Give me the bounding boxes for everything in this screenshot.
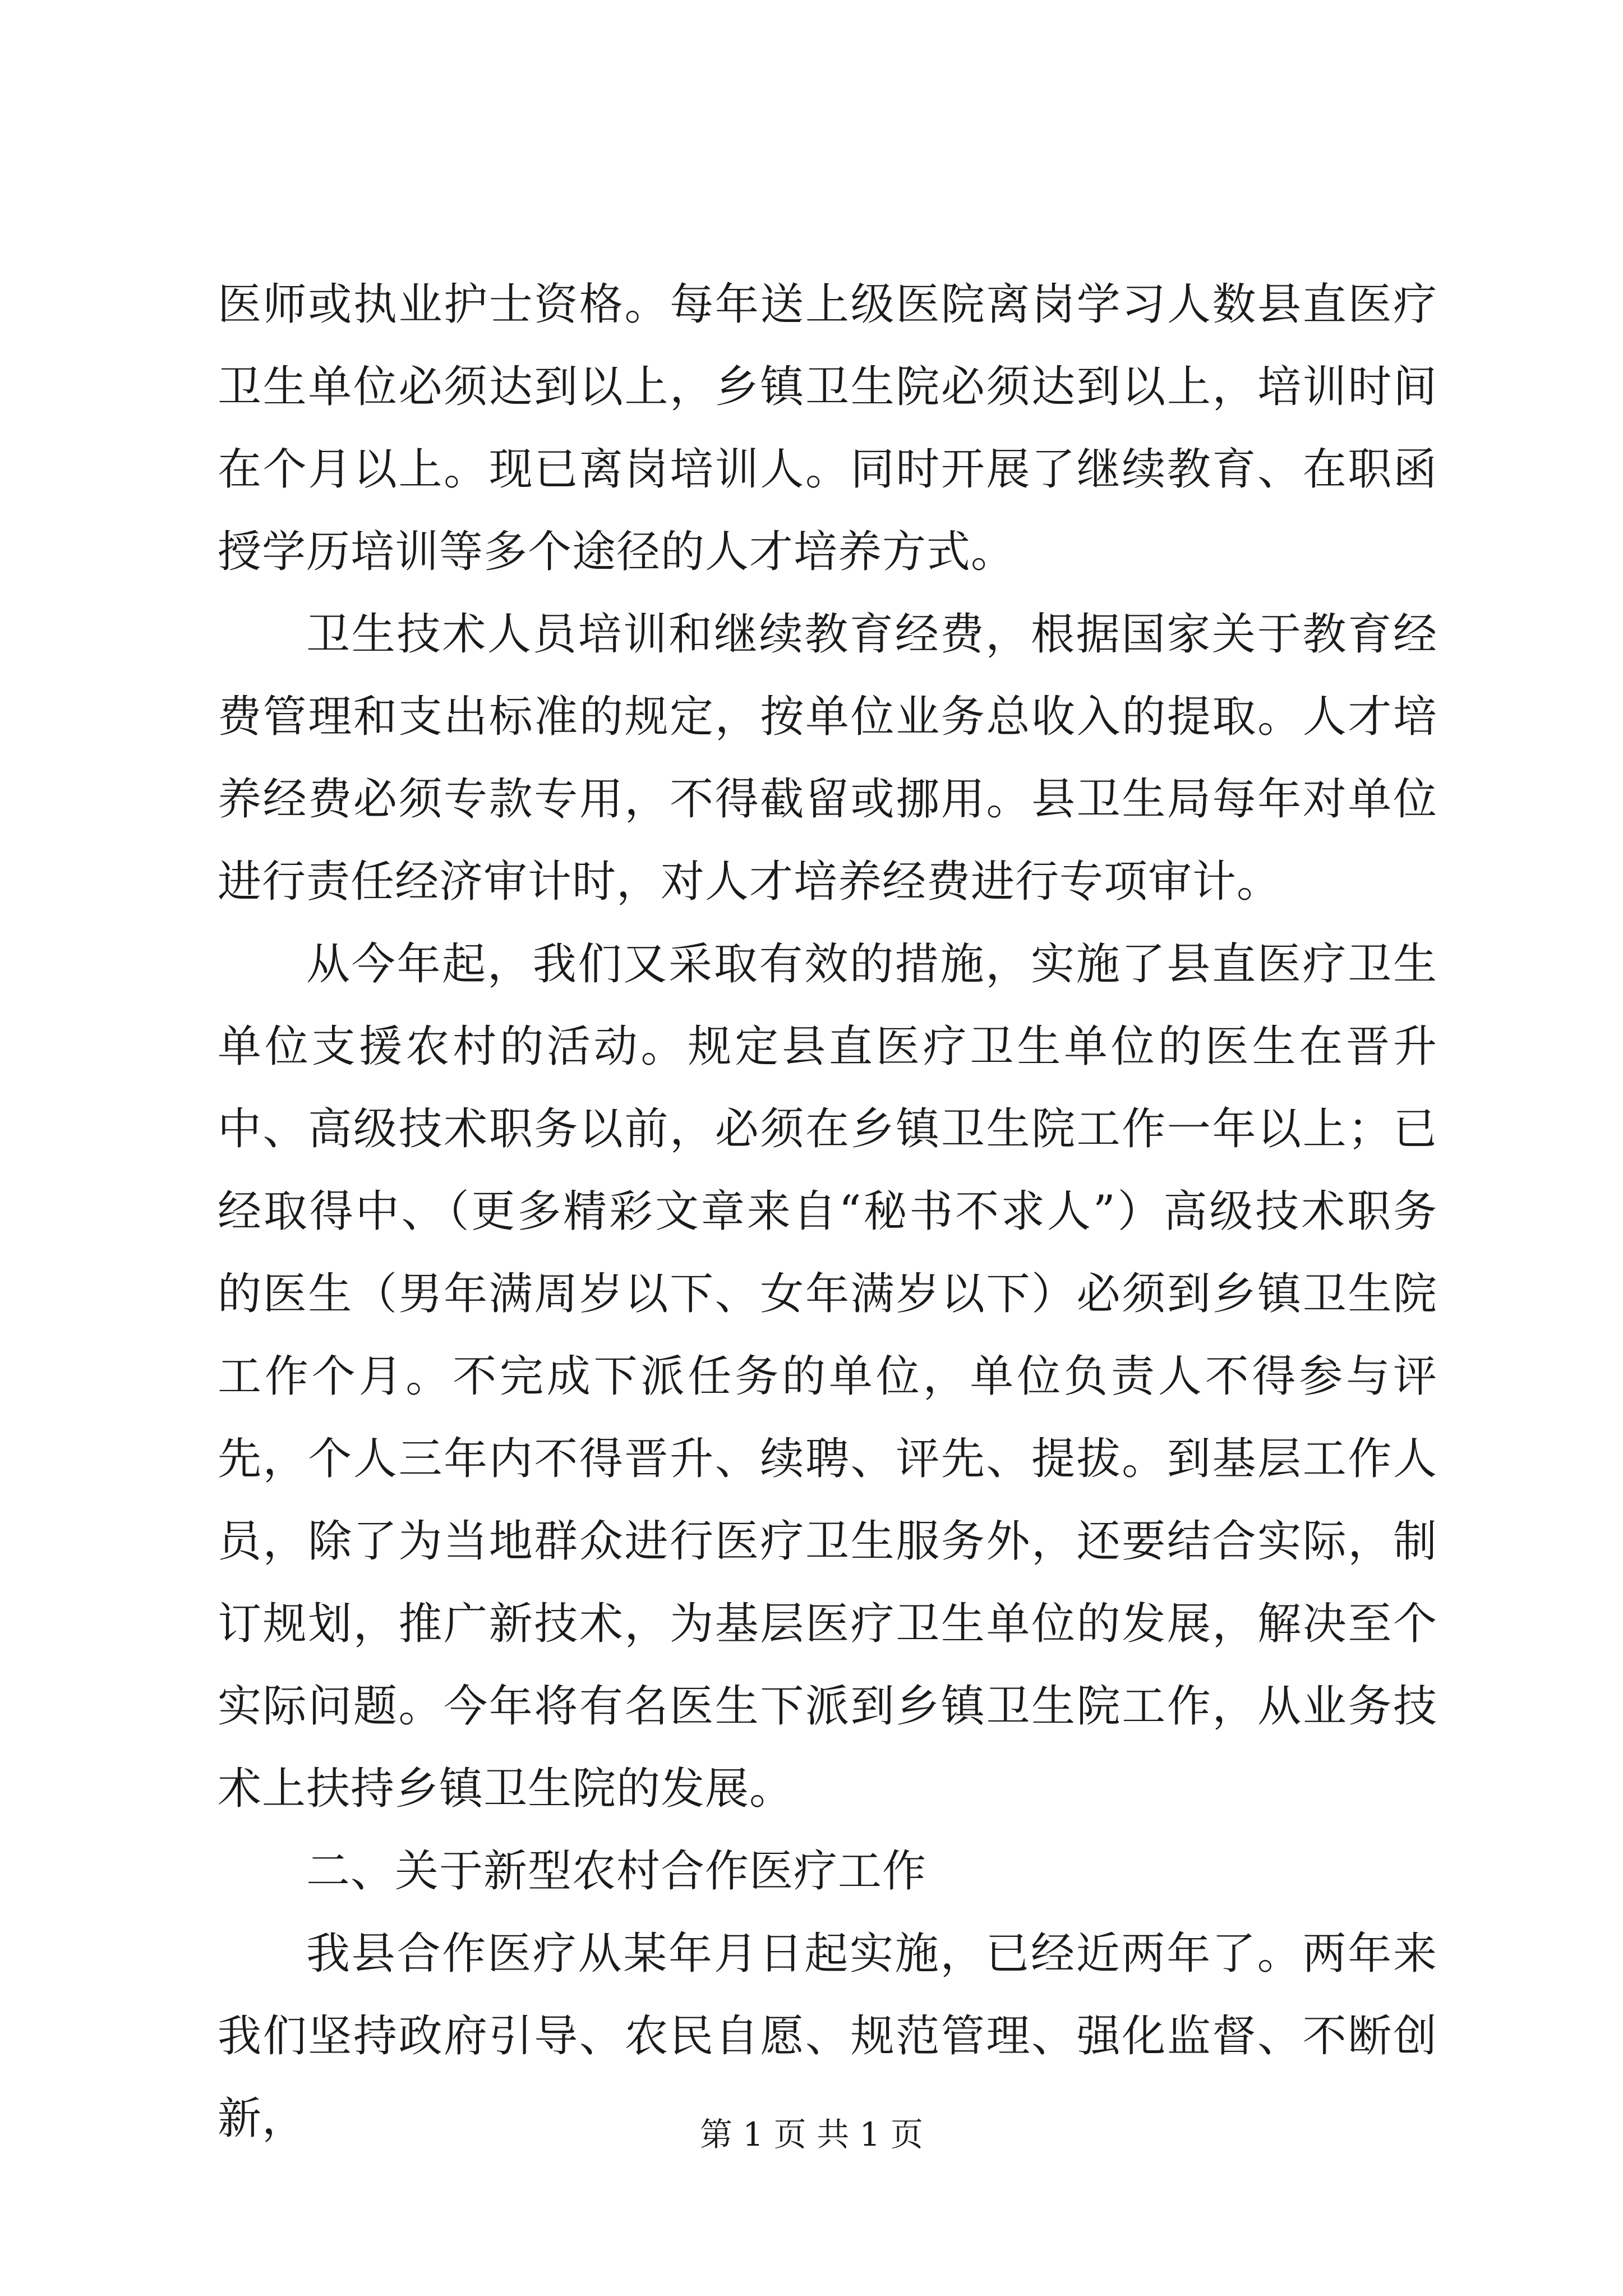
paragraph-4: 我县合作医疗从某年月日起实施，已经近两年了。两年来我们坚持政府引导、农民自愿、规范管理、强化监督、不断创新， (218, 1929, 1437, 2144)
document-body (218, 264, 1437, 2160)
paragraph-3: 从今年起，我们又采取有效的措施，实施了县直医疗卫生单位支援农村的活动。规定县直医疗卫生单位的医生在晋升中、高级技术职务以前，必须在乡镇卫生院工作一年以上；已经取得中、（更多精彩文章来自“秘书不求人”）高级技术职务的医生（男年满周岁以下、女年满岁以下）必须到乡镇卫生院工作个月。不完成下派任务的单位，单位负责人不得参与评先，个人三年内不得晋升、续聘、评先、提拔。到基层工作人员，除了为当地群众进行医疗卫生服务外，还要结合实际，制订规划，推广新技术，为基层医疗卫生单位的发展，解决至个实际问题。今年将有名医生下派到乡镇卫生院工作，从业务技术上扶持乡镇卫生院的发展。 (218, 939, 1437, 1814)
paragraph-2: 卫生技术人员培训和继续教育经费，根据国家关于教育经费管理和支出标准的规定，按单位业务总收入的提取。人才培养经费必须专款专用，不得截留或挪用。县卫生局每年对单位进行责任经济审计时，对人才培养经费进行专项审计。 (218, 609, 1437, 907)
section-heading: 二、关于新型农村合作医疗工作 (306, 1846, 927, 1897)
page-number-footer: 第 1 页 共 1 页 (700, 2115, 923, 2154)
paragraph-1: 医师或执业护士资格。每年送上级医院离岗学习人数县直医疗卫生单位必须达到以上，乡镇卫生院必须达到以上，培训时间在个月以上。现已离岗培训人。同时开展了继续教育、在职函授学历培训等多个途径的人才培养方式。 (218, 279, 1437, 577)
